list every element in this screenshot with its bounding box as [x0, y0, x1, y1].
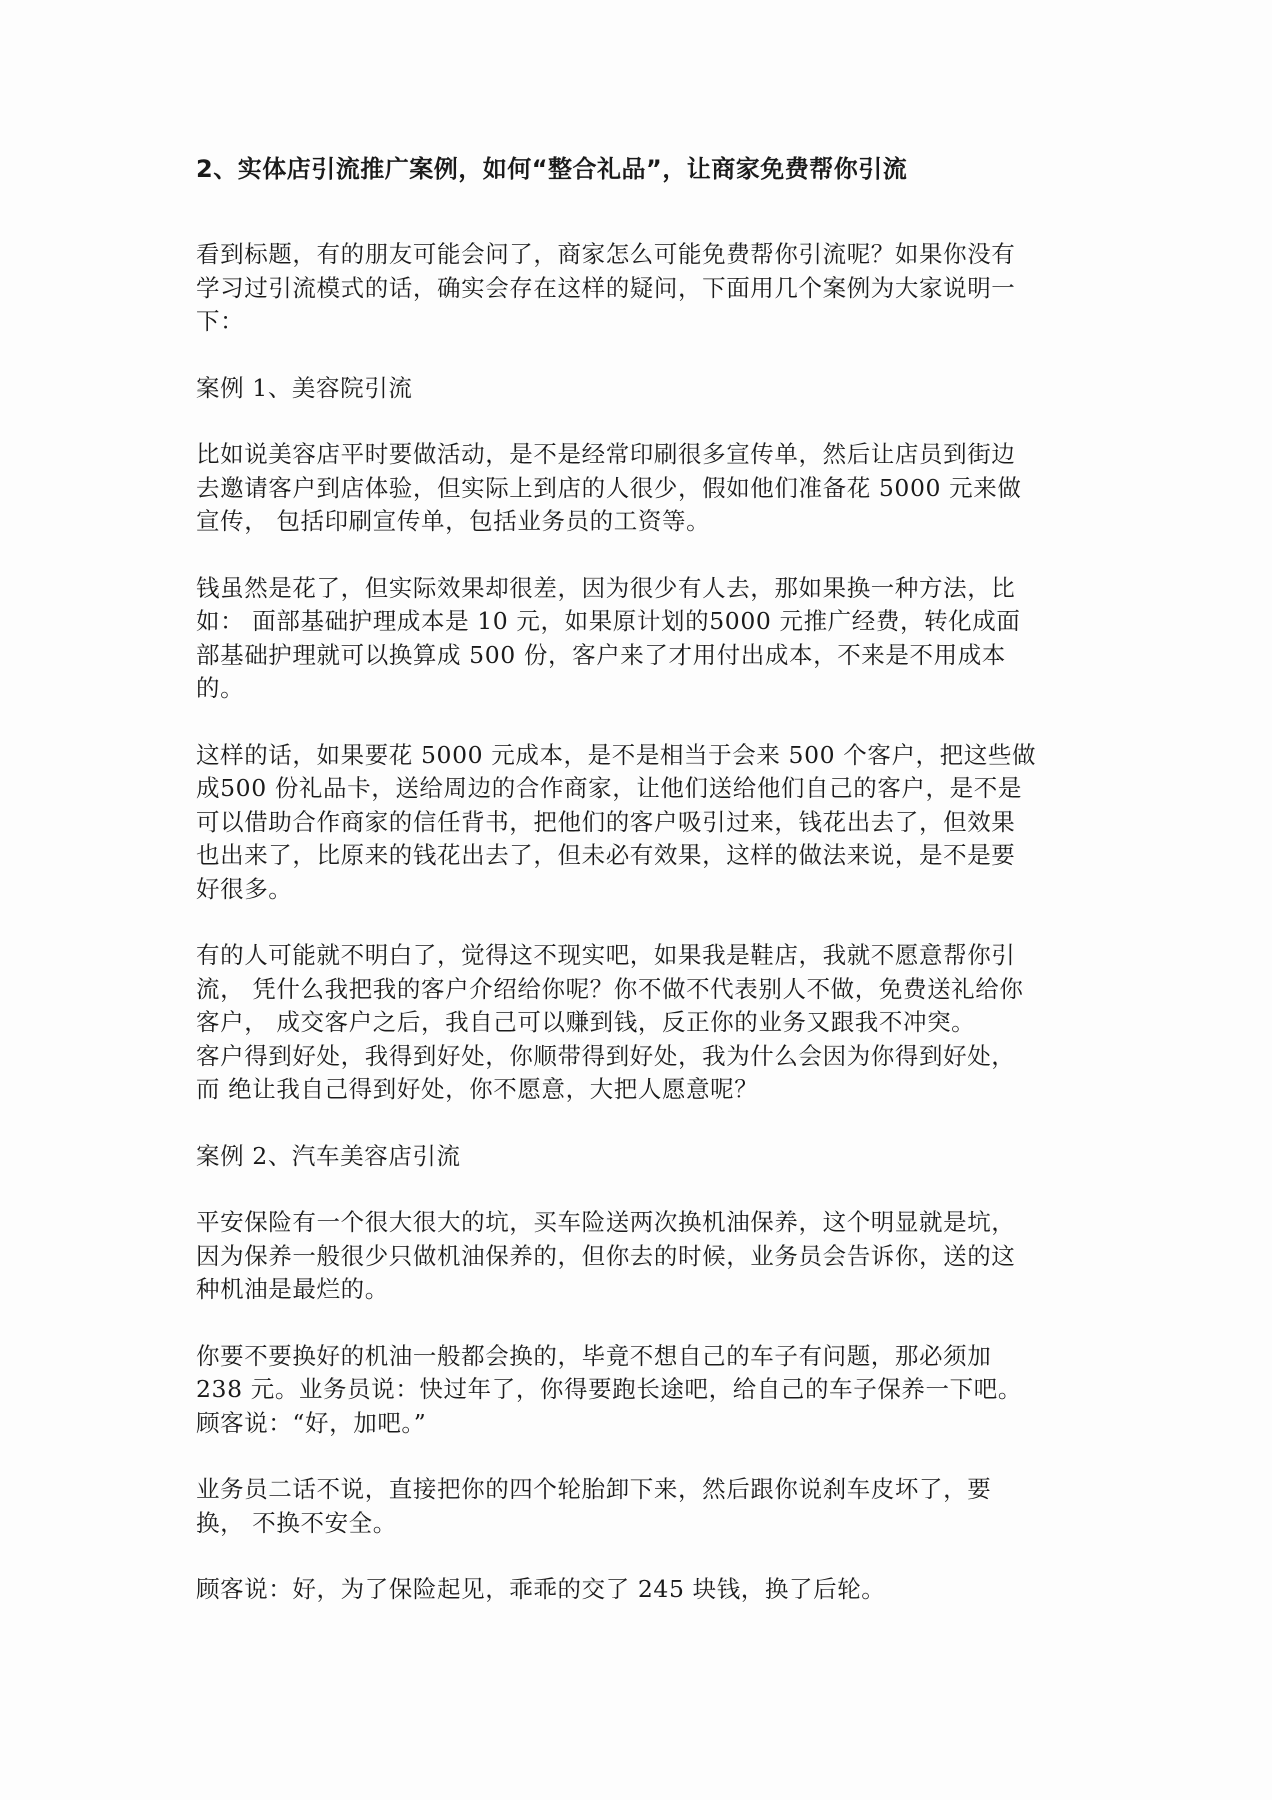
case-2-paragraph-4: 顾客说：好，为了保险起见，乖乖的交了 245 块钱，换了后轮。 [196, 1575, 886, 1603]
case-2-paragraph-1: 平安保险有一个很大很大的坑，买车险送两次换机油保养，这个明显就是坑， 因为保养一般很少只做机油保养的，但你去的时候，业务员会告诉你，送的这 种机油是最烂的。 [196, 1208, 1016, 1303]
case-1-paragraph-2: 钱虽然是花了，但实际效果却很差，因为很少有人去，那如果换一种方法，比 如： 面部基础护理成本是 10 元，如果原计划的5000 元推广经费，转化成面 部基础护理就可以换算成 500 份，客户来了才用付出成本，不来是不用成本 的。 [196, 573, 1021, 702]
case-1-paragraph-3: 这样的话，如果要花 5000 元成本，是不是相当于会来 500 个客户，把这些做 成500 份礼品卡，送给周边的合作商家，让他们送给他们自己的客户，是不是 可以借助合作商家的信任背书，把他们的客户吸引过来，钱花出去了，但效果 也出来了，比原来的钱花出去了，但未必有效果，这样的做法来说，是不是要 好很多。 [196, 740, 1037, 903]
case-2-paragraph-2: 你要不要换好的机油一般都会换的，毕竟不想自己的车子有问题，那必须加 238 元。业务员说：快过年了，你得要跑长途吧，给自己的车子保养一下吧。 顾客说：“好，加吧。” [196, 1341, 1022, 1437]
intro-paragraph: 看到标题，有的朋友可能会问了，商家怎么可能免费帮你引流呢？如果你没有 学习过引流模式的话，确实会存在这样的疑问，下面用几个案例为大家说明一 下： [196, 240, 1016, 335]
page-title: 2、实体店引流推广案例，如何“整合礼品”，让商家免费帮你引流 [196, 155, 908, 183]
case-1-paragraph-1: 比如说美容店平时要做活动，是不是经常印刷很多宣传单，然后让店员到街边 去邀请客户到店体验，但实际上到店的人很少，假如他们准备花 5000 元来做 宣传， 包括印刷宣传单，包括业务员的工资等。 [196, 440, 1022, 535]
case-2-paragraph-3: 业务员二话不说，直接把你的四个轮胎卸下来，然后跟你说刹车皮坏了，要 换， 不换不安全。 [196, 1475, 992, 1537]
case-2-heading: 案例 2、汽车美容店引流 [196, 1141, 461, 1170]
case-1-heading: 案例 1、美容院引流 [196, 373, 413, 402]
case-1-paragraph-4: 有的人可能就不明白了，觉得这不现实吧，如果我是鞋店，我就不愿意帮你引 流， 凭什么我把我的客户介绍给你呢？你不做不代表别人不做，免费送礼给你 客户， 成交客户之后，我自己可以赚到钱，反正你的业务又跟我不冲突。 客户得到好处，我得到好处，你顺带得到好处，我为什么会因为你得到好处， 而 绝让我自己得到好处，你不愿意，大把人愿意呢？ [196, 941, 1024, 1103]
document-body [196, 152, 1106, 1607]
